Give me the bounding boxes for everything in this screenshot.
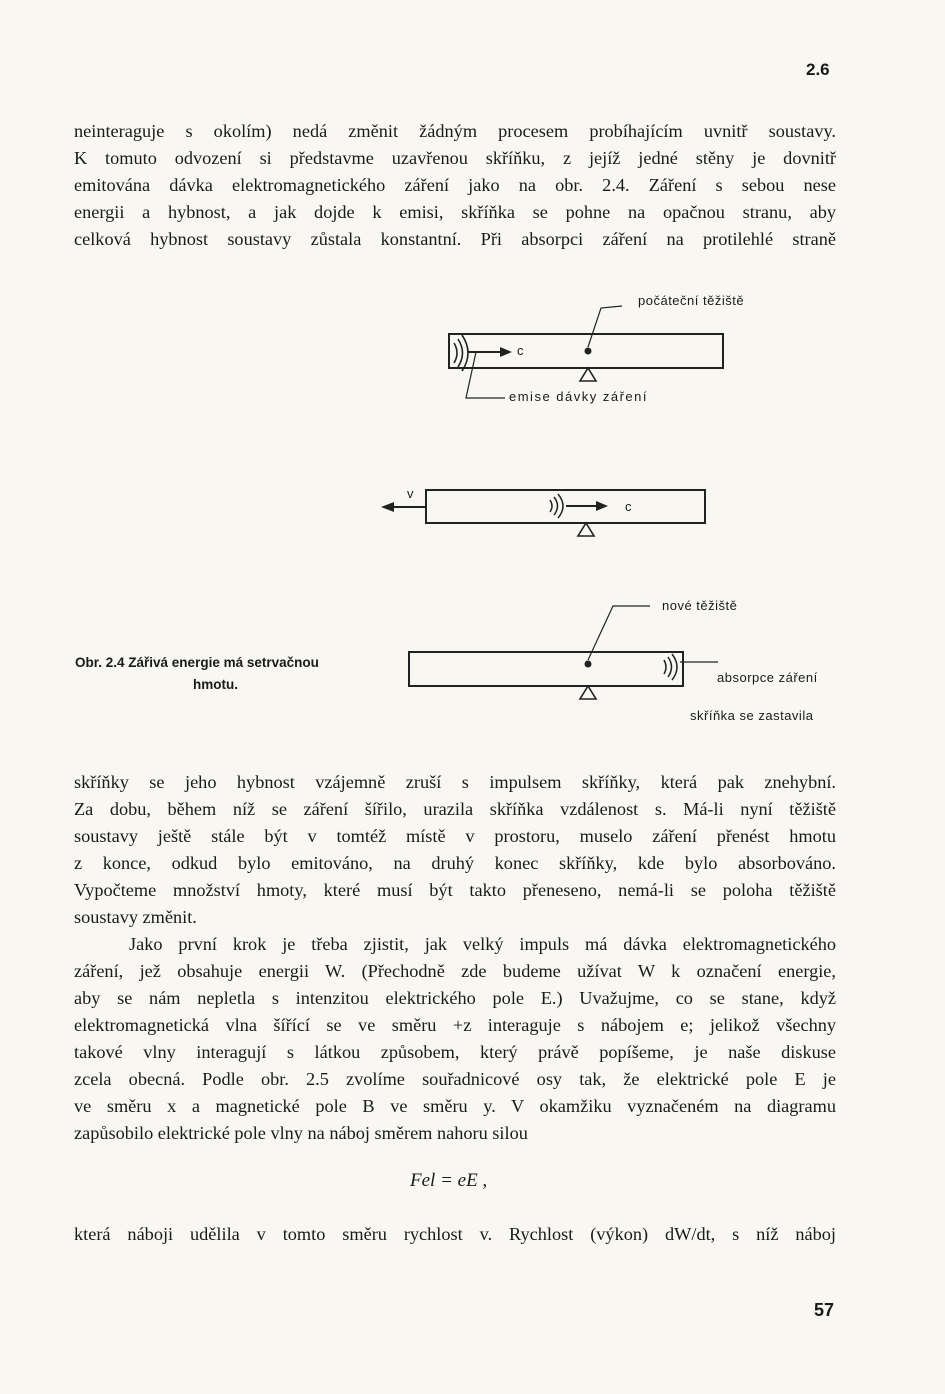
text-line: zapůsobilo elektrické pole vlny na náboj směrem nahoru silou — [74, 1123, 528, 1143]
text-line: skříňky se jeho hybnost vzájemně zruší s impulsem skříňky, která pak znehybní. — [74, 772, 836, 792]
label-emission: emise dávky záření — [509, 389, 648, 404]
text-line: celková hybnost soustavy zůstala konstantní. Při absorpci záření na protilehlé straně — [74, 229, 836, 249]
text-line: Vypočteme množství hmoty, které musí být takto přeneseno, nemá-li se poloha těžiště — [74, 880, 836, 900]
text-line: aby se nám nepletla s intenzitou elektrického pole E.) Uvažujme, co se stane, když — [74, 988, 836, 1008]
text-line: soustavy ještě stále být v tomtéž místě v prostoru, muselo záření přenést hmotu — [74, 826, 836, 846]
text-line: která náboji udělila v tomto směru rychlost v. Rychlost (výkon) dW/dt, s níž náboj — [74, 1224, 836, 1244]
figure-caption-continued: hmotu. — [193, 677, 238, 692]
paragraph-2 — [74, 769, 836, 931]
text-line: soustavy změnit. — [74, 907, 197, 927]
text-line: energii a hybnost, a jak dojde k emisi, skříňka se pohne na opačnou stranu, aby — [74, 202, 836, 222]
label-v: v — [407, 486, 414, 501]
text-line: emitována dávka elektromagnetického záření jako na obr. 2.4. Záření s sebou nese — [74, 175, 836, 195]
text-line: K tomuto odvození si představme uzavřenou skříňku, z jejíž jedné stěny je dovnitř — [74, 148, 836, 168]
label-c: c — [625, 499, 632, 514]
text-line: Za dobu, během níž se záření šířilo, urazila skříňka vzdálenost s. Má-li nyní těžiště — [74, 799, 836, 819]
text-line: záření, jež obsahuje energii W. (Přechodně zde budeme užívat W k označení energie, — [74, 961, 836, 981]
text-line: ve směru x a magnetické pole B ve směru y. V okamžiku vyznačeném na diagramu — [74, 1096, 836, 1116]
equation: Fel = eE , — [410, 1170, 488, 1191]
paragraph-3 — [74, 931, 836, 1147]
label-new-center-of-gravity: nové těžiště — [662, 598, 738, 613]
text-line: z konce, odkud bylo emitováno, na druhý konec skříňky, kde bylo absorbováno. — [74, 853, 836, 873]
page-number: 57 — [814, 1300, 835, 1320]
label-c: c — [517, 343, 524, 358]
figure-caption: Obr. 2.4 Zářivá energie má setrvačnou — [75, 655, 319, 670]
label-initial-center-of-gravity: počáteční těžiště — [638, 293, 745, 308]
label-box-stopped: skříňka se zastavila — [690, 708, 814, 723]
text-line: elektromagnetická vlna šířící se ve směru +z interaguje s nábojem e; jelikož všechny — [74, 1015, 836, 1035]
text-line: neinteraguje s okolím) nedá změnit žádným procesem probíhajícím uvnitř soustavy. — [74, 121, 836, 141]
text-line: zcela obecná. Podle obr. 2.5 zvolíme souřadnicové osy tak, že elektrické pole E je — [74, 1069, 836, 1089]
text-line: takové vlny interagují s látkou způsobem, který právě popíšeme, je naše diskuse — [74, 1042, 836, 1062]
label-absorption: absorpce záření — [717, 670, 818, 685]
paragraph-4 — [74, 1221, 836, 1248]
section-number: 2.6 — [806, 60, 830, 79]
text-line: Jako první krok je třeba zjistit, jak velký impuls má dávka elektromagnetického — [129, 934, 836, 954]
